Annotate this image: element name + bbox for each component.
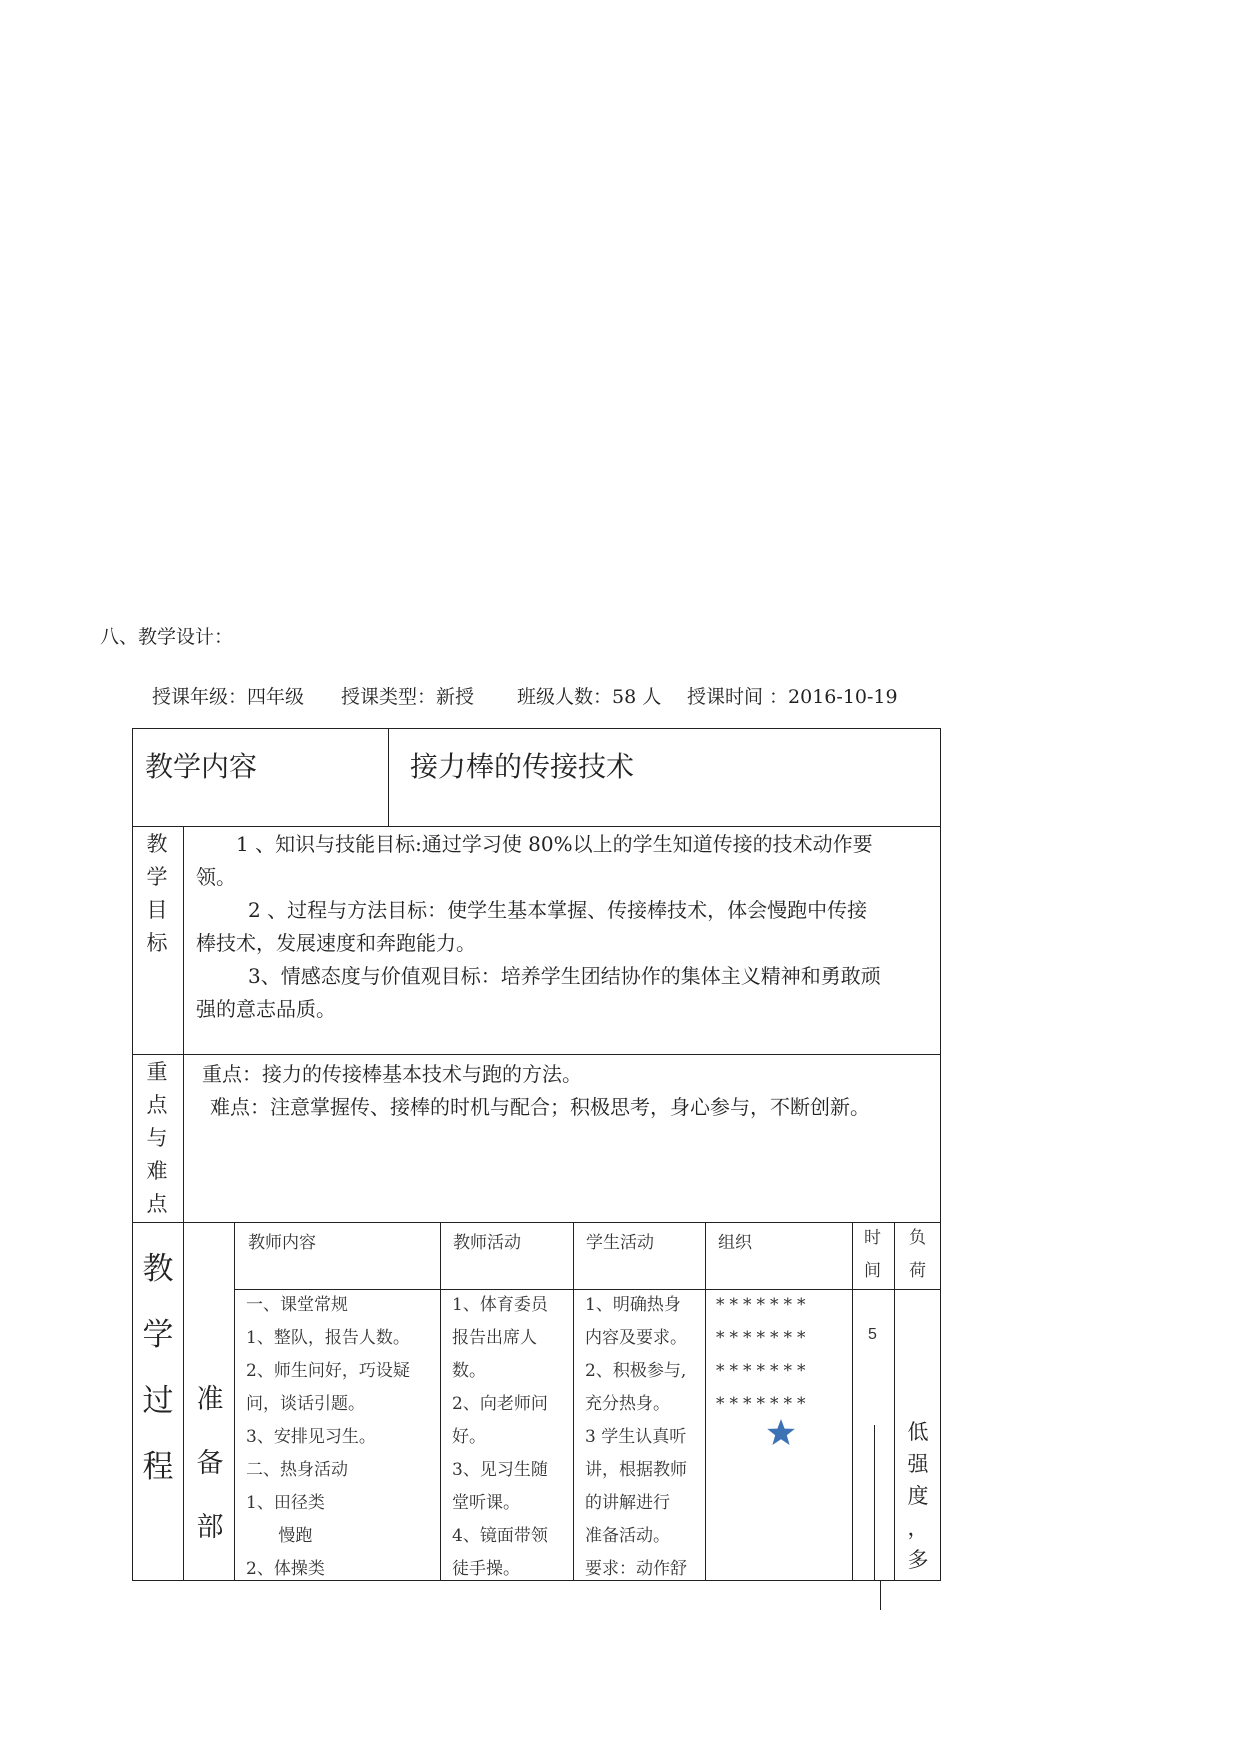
teacher-star-icon bbox=[766, 1418, 796, 1450]
cell-line: 准备活动。 bbox=[585, 1526, 670, 1546]
cell-line: 2、积极参与, bbox=[585, 1361, 687, 1381]
cell-line: 数。 bbox=[452, 1361, 486, 1381]
cell-line: 一、课堂常规 bbox=[246, 1295, 348, 1315]
cell-line: 充分热身。 bbox=[585, 1394, 670, 1414]
part-label-char: 准 bbox=[196, 1384, 224, 1415]
load-char: 强 bbox=[907, 1452, 929, 1476]
header-time-char: 时 bbox=[864, 1228, 881, 1248]
date-info: 授课时间 ：2016-10-19 bbox=[687, 686, 898, 708]
student-activity-cell bbox=[585, 1289, 687, 1586]
content-value: 接力棒的传接技术 bbox=[410, 750, 635, 783]
header-load bbox=[909, 1222, 926, 1288]
objectives-label-char: 标 bbox=[146, 931, 168, 955]
objective-1-line2: 领。 bbox=[196, 865, 236, 889]
cell-line: 3、见习生随 bbox=[452, 1460, 548, 1480]
header-teacher-content: 教师内容 bbox=[248, 1233, 316, 1253]
cell-line: 1、明确热身 bbox=[585, 1295, 681, 1315]
teacher-content-cell bbox=[246, 1289, 410, 1586]
cell-line: 4、镜面带领 bbox=[452, 1526, 548, 1546]
cell-line: 1、整队，报告人数。 bbox=[246, 1328, 410, 1348]
cell-line: 好。 bbox=[452, 1427, 486, 1447]
load-char: 度 bbox=[907, 1484, 929, 1508]
process-label-char: 教 bbox=[142, 1251, 174, 1287]
header-time bbox=[864, 1222, 881, 1288]
process-label-char: 过 bbox=[142, 1383, 174, 1419]
load-char: 多 bbox=[907, 1548, 929, 1572]
cell-line: 要求：动作舒 bbox=[585, 1559, 687, 1579]
header-organization: 组织 bbox=[718, 1233, 752, 1253]
star-icon bbox=[766, 1418, 796, 1446]
cell-line: 2、向老师问 bbox=[452, 1394, 548, 1414]
organization-formation bbox=[716, 1289, 811, 1421]
cell-line: 堂听课。 bbox=[452, 1493, 520, 1513]
objectives-label-char: 目 bbox=[146, 898, 168, 922]
time-marker-line bbox=[874, 1425, 875, 1580]
time-marker-line-lower bbox=[880, 1580, 881, 1610]
objective-2-line1: 2 、过程与方法目标：使学生基本掌握、传接棒技术，体会慢跑中传接 bbox=[248, 898, 868, 922]
keypoints-label-char: 难 bbox=[146, 1159, 168, 1183]
grade-info: 授课年级：四年级 bbox=[152, 686, 305, 708]
keypoints-label-char: 与 bbox=[146, 1126, 168, 1150]
cell-line: 3 学生认真听 bbox=[585, 1427, 687, 1447]
load-char: 低 bbox=[907, 1420, 929, 1444]
keypoints-text bbox=[202, 1058, 937, 1124]
cell-line: 报告出席人 bbox=[452, 1328, 537, 1348]
part-label bbox=[192, 1368, 228, 1560]
cell-line: 问，谈话引题。 bbox=[246, 1394, 365, 1414]
cell-line: 2、师生问好，巧设疑 bbox=[246, 1361, 410, 1381]
load-value bbox=[905, 1416, 931, 1576]
cell-line: 3、安排见习生。 bbox=[246, 1427, 376, 1447]
formation-row: ******* bbox=[716, 1361, 811, 1381]
cell-line: 慢跑 bbox=[246, 1526, 313, 1546]
section-heading: 八、教学设计： bbox=[100, 626, 234, 648]
objectives-label-char: 学 bbox=[146, 865, 168, 889]
process-label-char: 程 bbox=[142, 1449, 174, 1485]
objective-3-line2: 强的意志品质。 bbox=[196, 997, 336, 1021]
key-point: 重点：接力的传接棒基本技术与跑的方法。 bbox=[202, 1062, 582, 1086]
header-student-activity: 学生活动 bbox=[586, 1233, 654, 1253]
keypoints-label-char: 点 bbox=[146, 1192, 168, 1216]
time-value: 5 bbox=[868, 1326, 877, 1343]
difficulty-point: 难点：注意掌握传、接棒的时机与配合；积极思考，身心参与，不断创新。 bbox=[210, 1095, 870, 1119]
type-info: 授课类型：新授 bbox=[341, 686, 475, 708]
keypoints-label bbox=[142, 1056, 172, 1221]
load-char: ， bbox=[907, 1516, 929, 1540]
objectives-label-char: 教 bbox=[146, 832, 168, 856]
cell-line: 1、田径类 bbox=[246, 1493, 325, 1513]
process-label-char: 学 bbox=[142, 1317, 174, 1353]
formation-row: ******* bbox=[716, 1295, 811, 1315]
class-size-info: 班级人数：58 人 bbox=[517, 686, 662, 708]
header-load-char: 负 bbox=[909, 1228, 926, 1248]
formation-row: ******* bbox=[716, 1328, 811, 1348]
cell-line: 2、体操类 bbox=[246, 1559, 325, 1579]
objectives-text bbox=[196, 828, 936, 1026]
cell-line: 讲，根据教师 bbox=[585, 1460, 687, 1480]
cell-line: 二、热身活动 bbox=[246, 1460, 348, 1480]
part-label-char: 备 bbox=[196, 1448, 224, 1479]
teacher-activity-cell bbox=[452, 1289, 548, 1586]
keypoints-label-char: 重 bbox=[146, 1060, 168, 1084]
cell-line: 的讲解进行 bbox=[585, 1493, 670, 1513]
keypoints-label-char: 点 bbox=[146, 1093, 168, 1117]
part-label-char: 部 bbox=[196, 1512, 224, 1543]
header-time-char: 间 bbox=[864, 1261, 881, 1281]
cell-line: 1、体育委员 bbox=[452, 1295, 548, 1315]
objectives-label bbox=[142, 828, 172, 960]
process-label bbox=[138, 1236, 178, 1500]
content-label: 教学内容 bbox=[145, 750, 258, 783]
formation-row: ******* bbox=[716, 1394, 811, 1414]
header-teacher-activity: 教师活动 bbox=[453, 1233, 521, 1253]
objective-3-line1: 3、情感态度与价值观目标：培养学生团结协作的集体主义精神和勇敢顽 bbox=[248, 964, 881, 988]
cell-line: 内容及要求。 bbox=[585, 1328, 687, 1348]
objective-1-line1: 1 、知识与技能目标:通过学习使 80%以上的学生知道传接的技术动作要 bbox=[236, 832, 873, 856]
objective-2-line2: 棒技术，发展速度和奔跑能力。 bbox=[196, 931, 476, 955]
cell-line: 徒手操。 bbox=[452, 1559, 520, 1579]
header-load-char: 荷 bbox=[909, 1261, 926, 1281]
